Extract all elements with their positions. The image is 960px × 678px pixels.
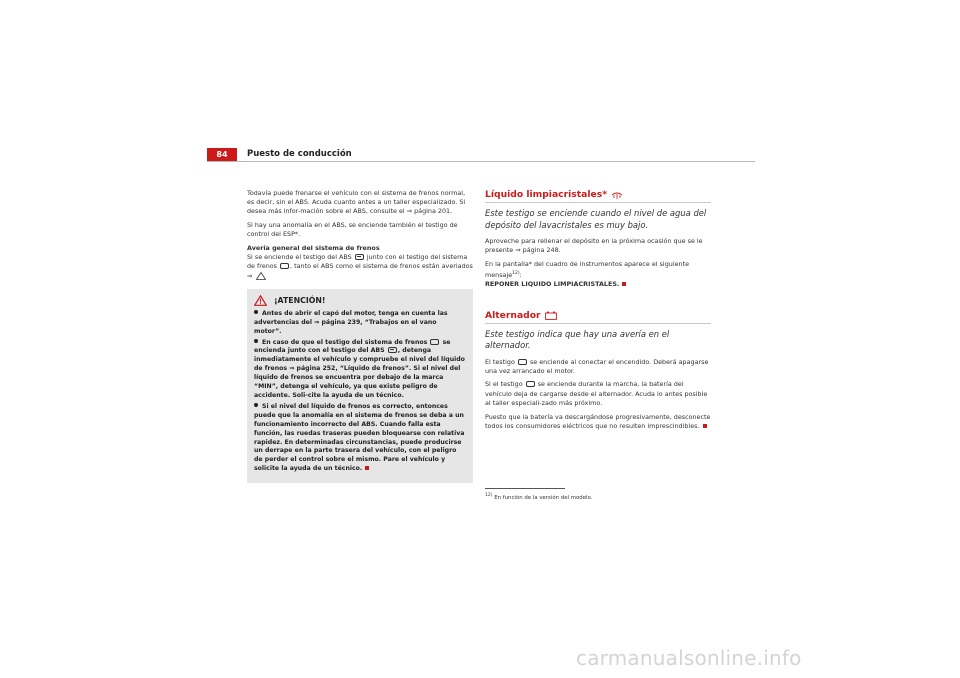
watermark: carmanualsonline.info — [576, 646, 802, 670]
subhead-brake-failure: Avería general del sistema de frenos — [247, 244, 380, 253]
paragraph-display-message: En la pantalla* del cuadro de instrumentos aparece el siguiente mensaje$^{12)}$: REPONER LIQUIDO LIMPIACRISTALES. — [485, 259, 690, 289]
section-divider — [485, 202, 711, 203]
paragraph-refill: Aproveche para rellenar el depósito en la próxima ocasión que se le presente ⇒ página 248. — [485, 237, 703, 255]
end-of-section-marker — [622, 282, 626, 286]
brake-warning-icon — [430, 339, 439, 345]
bullet-icon — [254, 339, 258, 343]
abs-warning-icon — [355, 254, 364, 260]
battery-icon — [526, 381, 535, 387]
page-number: 84 — [207, 148, 237, 161]
warning-item: Antes de abrir el capó del motor, tenga en cuenta las advertencias del ⇒ página 239, “Trabajos en el vano motor”. — [254, 309, 448, 335]
warning-item: En caso de que el testigo del sistema de frenos se encienda junto con el testigo del ABS , detenga inmediatamente el vehículo y compruebe el nivel del líquido de frenos ⇒ página 252, “Líquido de frenos”. Si el nivel del líquido de frenos se encuentra por debajo de la marca “MIN”, detenga el vehículo, ya que existe peligro de accidente. Soli-cite la ayuda de un técnico. — [254, 338, 465, 399]
paragraph-ignition: El testigo se enciende al conectar el encendido. Deberá apagarse una vez arrancado el motor. — [485, 357, 709, 375]
bullet-icon — [254, 310, 258, 314]
warning-box — [247, 289, 473, 483]
right-column — [485, 189, 711, 435]
paragraph-battery-discharge: Puesto que la batería va descargándose progresivamente, desconecte todos los consumidores eléctricos que no resulten imprescindibles. — [485, 412, 711, 430]
washer-fluid-icon — [611, 190, 623, 200]
battery-icon — [518, 359, 527, 365]
end-of-section-marker — [703, 424, 707, 428]
end-of-section-marker — [365, 466, 369, 470]
section-title: Líquido limpiacristales* — [485, 189, 711, 201]
section-alternator — [485, 310, 711, 431]
warning-triangle-icon — [254, 295, 267, 306]
section-washer-fluid — [485, 189, 711, 290]
section-divider — [485, 323, 711, 324]
battery-icon — [545, 311, 557, 320]
footnote-divider — [485, 488, 565, 489]
section-intro: Este testigo indica que hay una avería en el alternador. — [485, 328, 670, 351]
header-divider — [207, 161, 755, 162]
left-column — [247, 189, 473, 483]
bullet-icon — [254, 403, 258, 407]
abs-warning-icon — [388, 347, 397, 353]
paragraph-esp-note: Si hay una anomalía en el ABS, se enciende también el testigo de control del ESP*. — [247, 221, 458, 239]
chapter-title: Puesto de conducción — [247, 149, 352, 159]
warning-title: ¡ATENCIÓN! — [274, 295, 326, 305]
paragraph-brake-failure: Si se enciende el testigo del ABS junto con el testigo del sistema de frenos , tanto el ABS como el sistema de frenos están averiados ⇒ — [247, 253, 473, 280]
display-message: REPONER LIQUIDO LIMPIACRISTALES. — [485, 280, 620, 289]
warning-triangle-icon — [256, 272, 266, 280]
paragraph-driving: Si el testigo se enciende durante la marcha, la batería del vehículo deja de cargarse desde el alternador. Acuda lo antes posible al taller especiali-zado más próximo. — [485, 380, 708, 407]
footnote: $^{12)}$ En función de la versión del modelo. — [485, 493, 593, 501]
section-title: Alternador — [485, 310, 711, 322]
warning-item: Si el nivel del líquido de frenos es correcto, entonces puede que la anomalía en el sistema de frenos se deba a un funcionamiento incorrecto del ABS. Cuando falla esta función, las ruedas traseras pueden bloquearse con relativa rapidez. En determinadas circunstancias, puede producirse un derrape en la parte trasera del vehículo, con el peligro de perder el control sobre el mismo. Pare el vehículo y solicite la ayuda de un técnico. — [254, 402, 465, 473]
paragraph-abs-info: Todavía puede frenarse el vehículo con el sistema de frenos normal, es decir, sin el ABS. Acuda cuanto antes a un taller especializado. Si desea más infor-mación sobre el ABS, consulte el ⇒ página 201. — [247, 189, 466, 216]
section-intro: Este testigo se enciende cuando el nivel de agua del depósito del lavacristales es muy bajo. — [485, 208, 707, 230]
brake-warning-icon — [280, 263, 289, 269]
